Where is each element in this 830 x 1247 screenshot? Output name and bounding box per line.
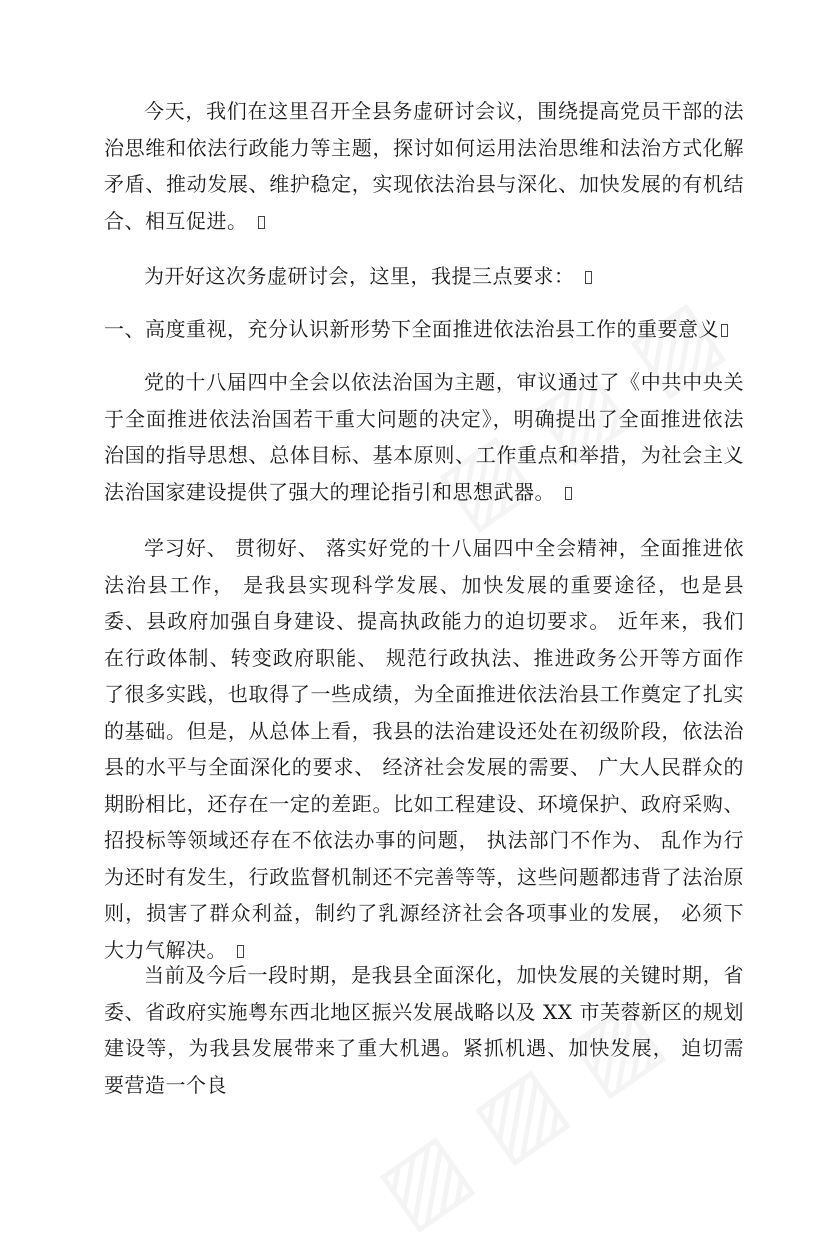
paragraph-mark-icon <box>721 324 728 337</box>
paragraph-mark-icon <box>565 487 572 500</box>
paragraph-text: 学习好、 贯彻好、 落实好党的十八届四中全会精神，全面推进依法治县工作， 是我县实现科学发展、加快发展的重要途径，也是县委、县政府加强自身建设、提高执政能力的迫切要求。 近年来，我们在行政体制、转变政府职能、 规范行政执法、推进政务公开等方面作了很多实践，也取得了一些成绩，为全面推进依法治县工作奠定了扎实的基础。但是，从总体上看，我县的法治建设还处在初级阶段，依法治县的水平与全面深化的要求、 经济社会发展的需要、 广大人民群众的期盼相比，还存在一定的差距。比如工程建设、环境保护、政府采购、招投标等领域还存在不依法办事的问题， 执法部门不作为、 乱作为行为还时有发生，行政监督机制还不完善等等，这些问题都违背了法治原则，损害了群众利益，制约了乳源经济社会各项事业的发展， 必须下大力气解决。 <box>104 536 744 962</box>
heading-text: 一、高度重视，充分认识新形势下全面推进依法治县工作的重要意义 <box>104 317 719 341</box>
paragraph-text: 今天，我们在这里召开全县务虚研讨会议，围绕提高党员干部的法治思维和依法行政能力等主题，探讨如何运用法治思维和法治方式化解矛盾、推动发展、维护稳定，实现依法治县与深化、加快发展的有机结合、相互促进。 <box>104 99 744 233</box>
paragraph-requirements-intro <box>104 258 744 295</box>
paragraph-text: 为开好这次务虚研讨会，这里，我提三点要求： <box>144 264 575 288</box>
paragraph-mark-icon <box>585 271 592 284</box>
paragraph-fourth-plenum <box>104 364 744 510</box>
section-heading-1 <box>104 311 744 348</box>
paragraph-current-period <box>104 957 744 1103</box>
paragraph-opening <box>104 93 744 239</box>
paragraph-mark-icon <box>237 945 244 958</box>
paragraph-implementation <box>104 530 744 968</box>
paragraph-text: 当前及今后一段时期，是我县全面深化，加快发展的关键时期，省委、省政府实施粤东西北地区振兴发展战略以及 XX 市芙蓉新区的规划建设等，为我县发展带来了重大机遇。紧抓机遇、加快发展， 迫切需要营造一个良 <box>104 963 744 1097</box>
paragraph-mark-icon <box>258 216 265 229</box>
paragraph-text: 党的十八届四中全会以依法治国为主题，审议通过了《中共中央关于全面推进依法治国若干重大问题的决定》，明确提出了全面推进依法治国的指导思想、总体目标、基本原则、工作重点和举措，为社会主义法治国家建设提供了强大的理论指引和思想武器。 <box>104 370 744 504</box>
